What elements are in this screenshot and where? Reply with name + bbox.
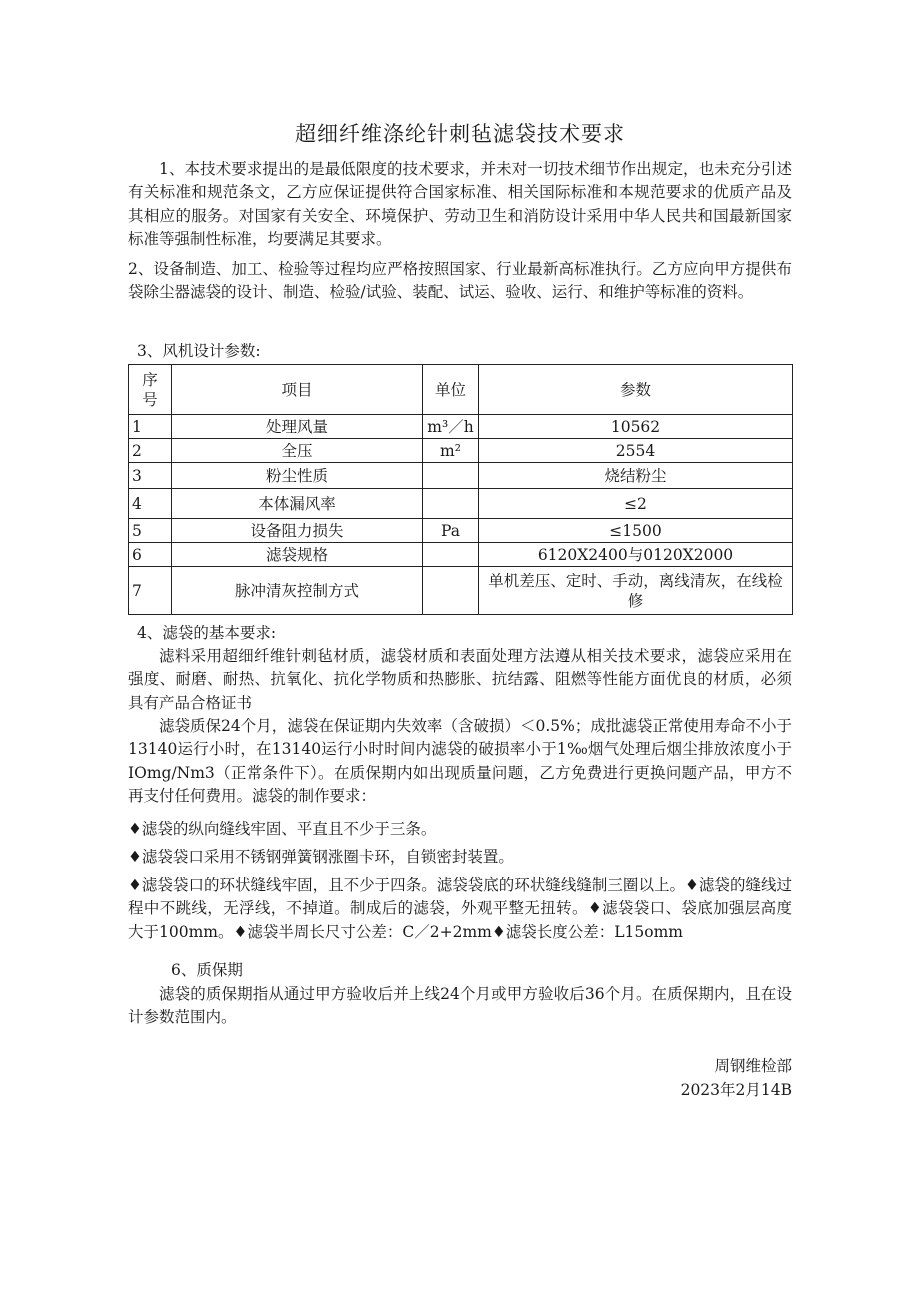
- cell-unit: m³／h: [423, 415, 479, 439]
- cell-seq: 5: [129, 519, 172, 543]
- cell-unit: m²: [423, 439, 479, 463]
- requirement-bullet-2: ♦滤袋袋口采用不锈钢弹簧钢涨圈卡环，自锁密封装置。: [128, 848, 514, 866]
- cell-item: 处理风量: [172, 415, 423, 439]
- cell-item: 粉尘性质: [172, 463, 423, 489]
- section-6-heading: 6、质保期: [171, 961, 243, 979]
- cell-item: 全压: [172, 439, 423, 463]
- cell-item: 设备阻力损失: [172, 519, 423, 543]
- paragraph-2: 2、设备制造、加工、检验等过程均应严格按照国家、行业最新高标准执行。乙方应向甲方提供布袋除尘器滤袋的设计、制造、检验/试验、装配、试运、验收、运行、和维护等标准的资料。: [128, 260, 792, 302]
- cell-param: 烧结粉尘: [479, 463, 793, 489]
- table-row: [129, 463, 793, 489]
- cell-unit: [423, 463, 479, 489]
- signature-department: 周钢维检部: [714, 1057, 792, 1075]
- requirement-bullet-3: ♦滤袋袋口的环状缝线牢固，且不少于四条。滤袋袋底的环状缝线缝制三圈以上。♦滤袋的缝线过程中不跳线，无浮线，不掉道。制成后的滤袋，外观平整无扭转。♦滤袋袋口、袋底加强层高度大于100mm。♦滤袋半周长尺寸公差：C／2+2mm♦滤袋长度公差：L15omm: [128, 876, 792, 941]
- header-seq: 序号: [129, 365, 172, 415]
- cell-unit: Pa: [423, 519, 479, 543]
- cell-seq: 6: [129, 543, 172, 567]
- table-row: [129, 567, 793, 615]
- paragraph-4a: 滤料采用超细纤维针刺毡材质，滤袋材质和表面处理方法遵从相关技术要求，滤袋应采用在强度、耐磨、耐热、抗氧化、抗化学物质和热膨胀、抗结露、阻燃等性能方面优良的材质，必须具有产品合格证书: [128, 647, 792, 712]
- document-title: 超细纤维涤纶针刺毡滤袋技术要求: [295, 122, 625, 146]
- signature-date: 2023年2月14B: [680, 1081, 792, 1099]
- cell-param: 10562: [479, 415, 793, 439]
- cell-param: 6120X2400与0120X2000: [479, 543, 793, 567]
- section-4-heading: 4、滤袋的基本要求:: [137, 624, 277, 642]
- table-row: [129, 543, 793, 567]
- cell-item: 滤袋规格: [172, 543, 423, 567]
- cell-param: 单机差压、定时、手动，离线清灰，在线检修: [479, 567, 793, 615]
- cell-seq: 4: [129, 489, 172, 519]
- cell-seq: 1: [129, 415, 172, 439]
- cell-item: 脉冲清灰控制方式: [172, 567, 423, 615]
- header-item: 项目: [172, 365, 423, 415]
- table-row: [129, 489, 793, 519]
- cell-param: ≤1500: [479, 519, 793, 543]
- paragraph-1: 1、本技术要求提出的是最低限度的技术要求，并未对一切技术细节作出规定，也未充分引述有关标准和规范条文，乙方应保证提供符合国家标准、相关国际标准和本规范要求的优质产品及其相应的服务。对国家有关安全、环境保护、劳动卫生和消防设计采用中华人民共和国最新国家标准等强制性标准，均要满足其要求。: [128, 160, 792, 248]
- fan-parameters-table: [128, 364, 793, 615]
- cell-unit: [423, 489, 479, 519]
- table-row: [129, 439, 793, 463]
- cell-seq: 2: [129, 439, 172, 463]
- cell-unit: [423, 543, 479, 567]
- cell-item: 本体漏风率: [172, 489, 423, 519]
- table-header-row: [129, 365, 793, 415]
- cell-seq: 3: [129, 463, 172, 489]
- cell-unit: [423, 567, 479, 615]
- table-row: [129, 519, 793, 543]
- cell-param: 2554: [479, 439, 793, 463]
- paragraph-6: 滤袋的质保期指从通过甲方验收后并上线24个月或甲方验收后36个月。在质保期内，且在设计参数范围内。: [128, 985, 792, 1027]
- cell-param: ≤2: [479, 489, 793, 519]
- header-unit: 单位: [423, 365, 479, 415]
- table-row: [129, 415, 793, 439]
- paragraph-4b: 滤袋质保24个月，滤袋在保证期内失效率（含破损）＜0.5%；成批滤袋正常使用寿命不小于13140运行小时，在13140运行小时时间内滤袋的破损率小于1‰烟气处理后烟尘排放浓度小于IOmg/Nm3（正常条件下）。在质保期内如出现质量问题，乙方免费进行更换问题产品，甲方不再支付任何费用。滤袋的制作要求：: [128, 717, 792, 805]
- cell-seq: 7: [129, 567, 172, 615]
- requirement-bullet-1: ♦滤袋的纵向缝线牢固、平直且不少于三条。: [128, 820, 437, 838]
- section-3-heading: 3、风机设计参数:: [137, 342, 261, 360]
- header-param: 参数: [479, 365, 793, 415]
